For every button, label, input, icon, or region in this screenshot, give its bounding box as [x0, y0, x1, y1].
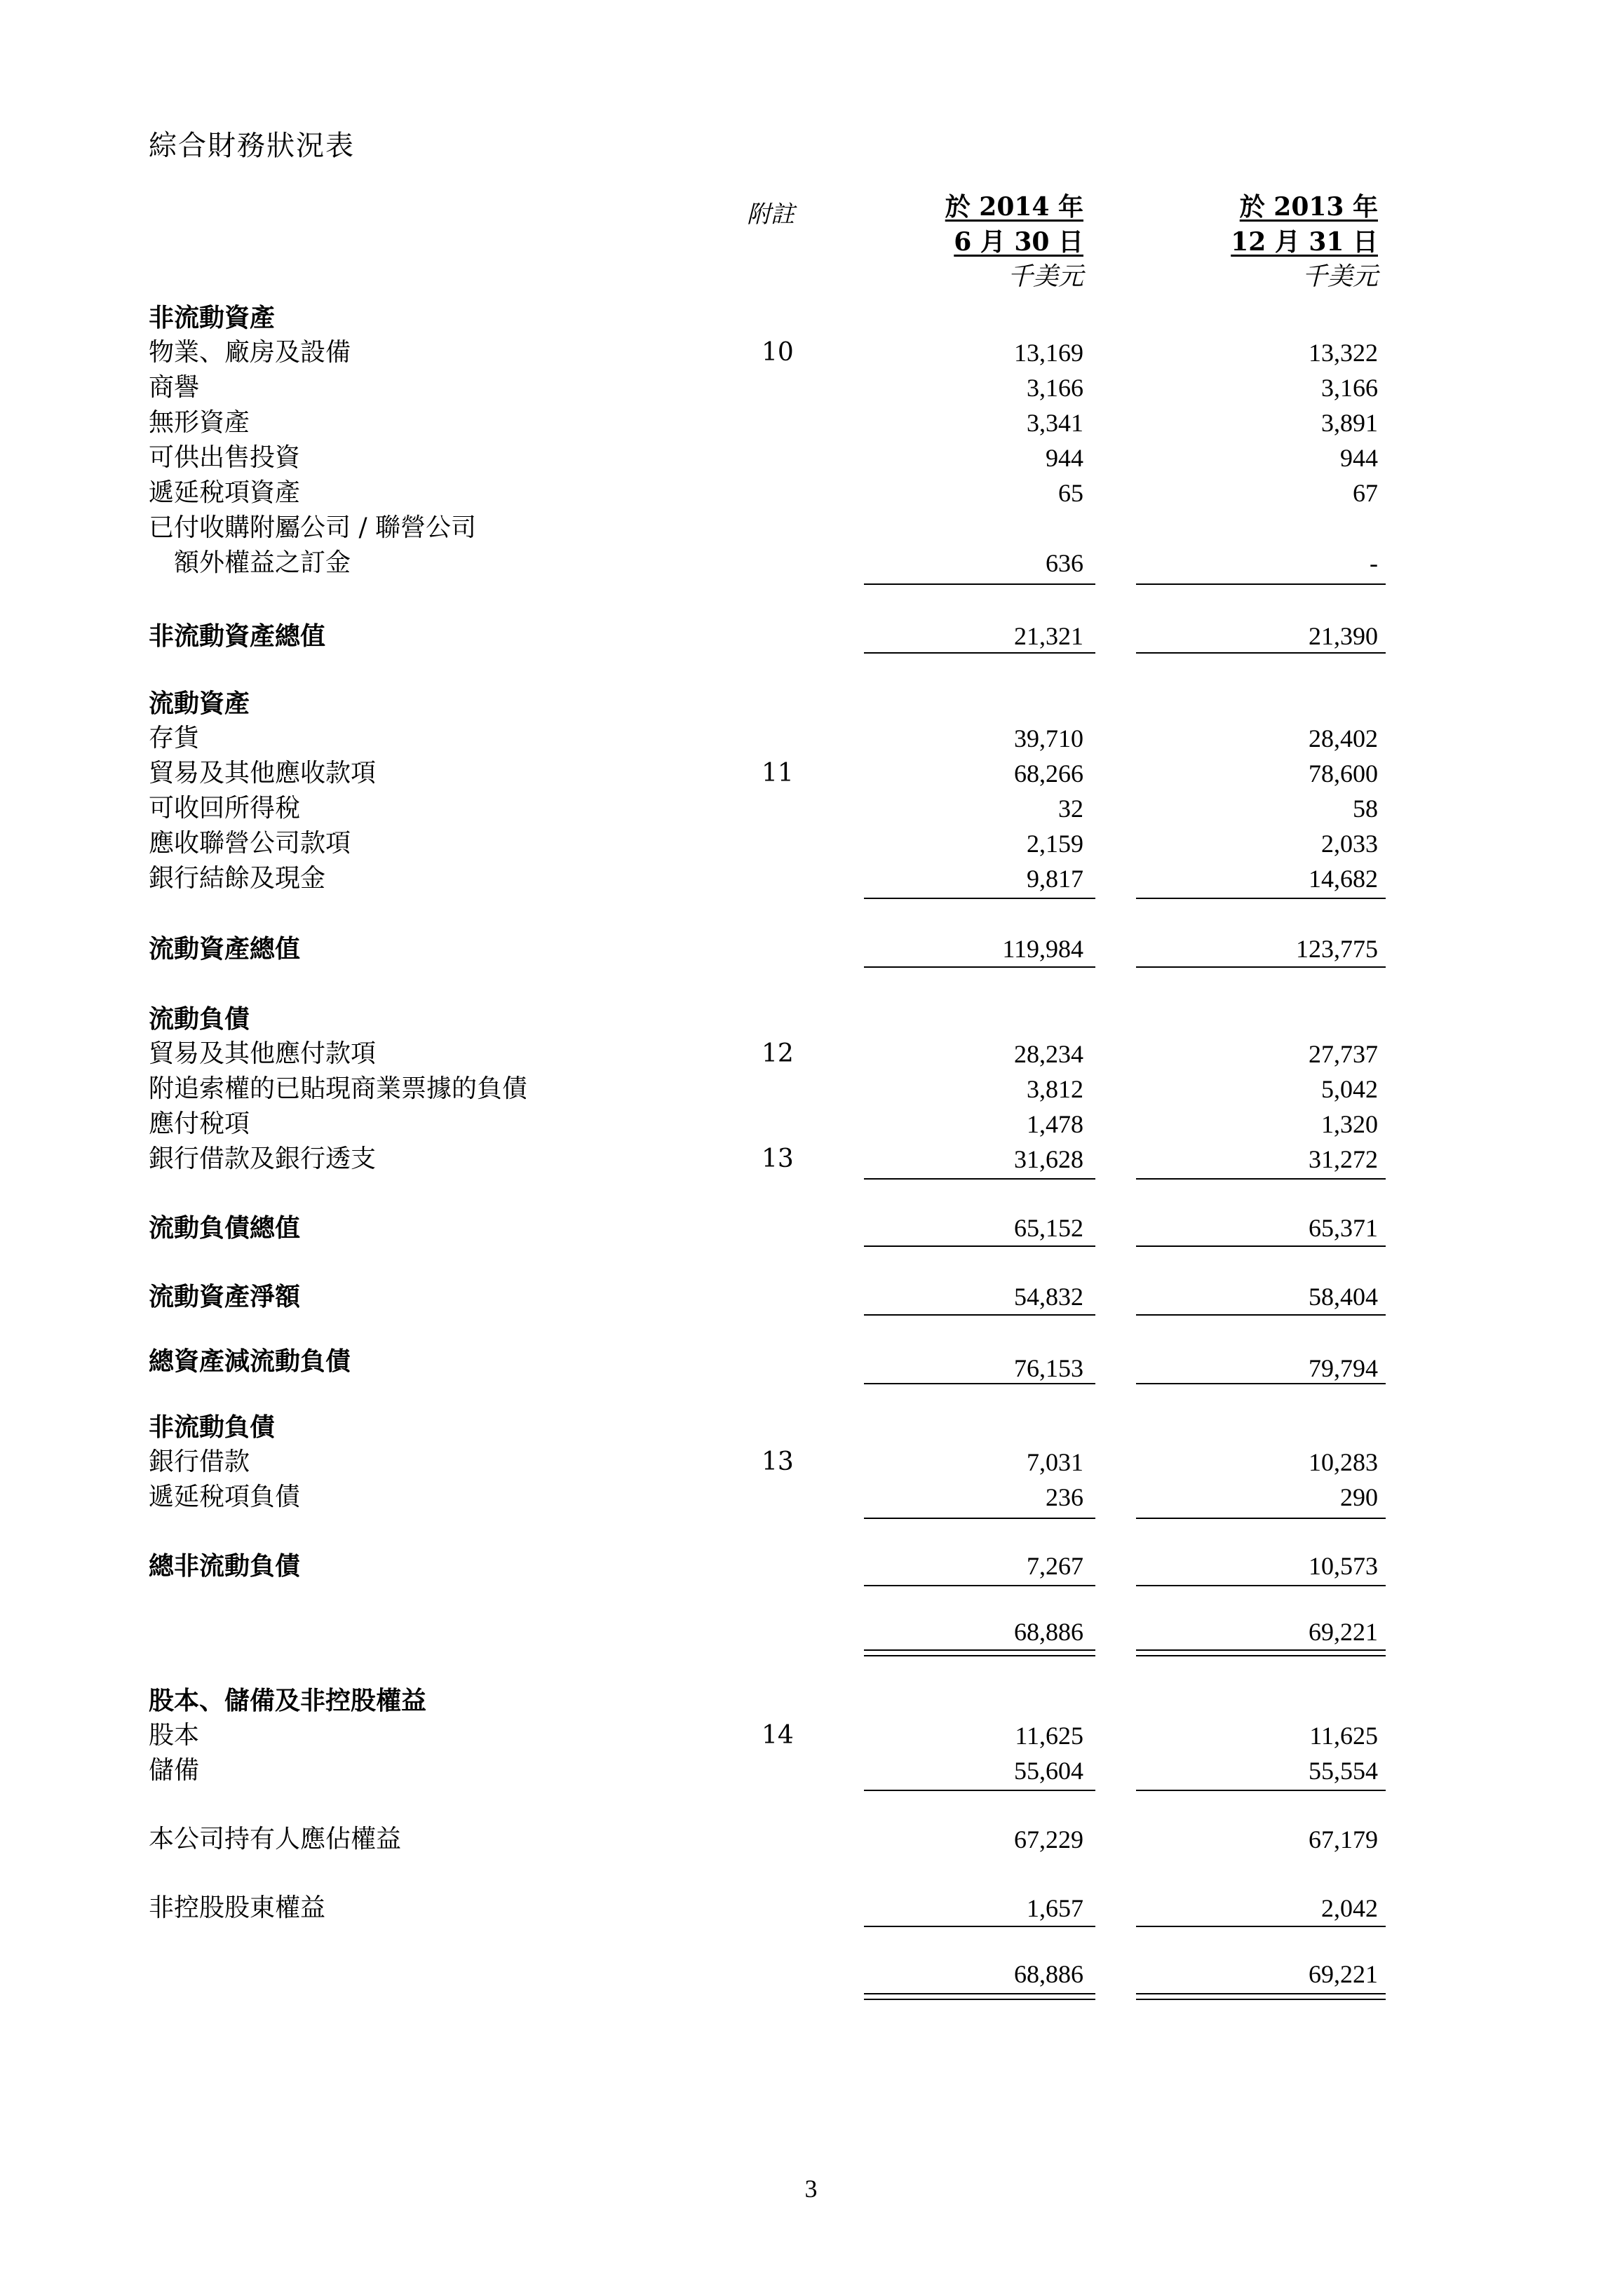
row-label: 流動負債總值 [149, 1213, 301, 1243]
row-label: 可收回所得稅 [149, 794, 301, 823]
subtotal-rule [1136, 1518, 1386, 1519]
col2-header-line2: 12 月 31 日 [1231, 227, 1378, 257]
table-row [0, 1036, 1622, 1072]
value-2014: 28,234 [1014, 1040, 1083, 1068]
total-row [0, 619, 1622, 654]
value-2013: 14,682 [1309, 865, 1378, 893]
value-2014: 76,153 [1014, 1354, 1083, 1382]
row-label: 流動資產淨額 [149, 1282, 301, 1311]
row-label: 流動資產 [149, 689, 250, 718]
table-row [0, 791, 1622, 826]
page-title: 綜合財務狀況表 [149, 130, 355, 162]
value-2014: 68,886 [1014, 1618, 1083, 1646]
value-2014: 21,321 [1014, 622, 1083, 650]
value-2013: 69,221 [1309, 1960, 1378, 1988]
subtotal-rule [864, 1926, 1095, 1927]
value-2013: 11,625 [1309, 1722, 1378, 1750]
row-label: 貿易及其他應付款項 [149, 1039, 377, 1068]
subtotal-rule [864, 1178, 1095, 1180]
row-label: 附追索權的已貼現商業票據的負債 [149, 1074, 528, 1103]
row-label: 非流動資產 [149, 303, 276, 332]
subtotal-rule [1136, 1790, 1386, 1791]
col1-unit: 千美元 [1007, 262, 1083, 291]
subtotal-rule [864, 1383, 1095, 1384]
value-2013: 10,573 [1309, 1552, 1378, 1580]
table-row [0, 370, 1622, 405]
row-note: 13 [762, 1447, 794, 1476]
table-row [0, 335, 1622, 370]
table-row [0, 1891, 1622, 1926]
double-rule [864, 1649, 1095, 1656]
row-label: 總資產減流動負債 [149, 1346, 351, 1376]
row-label: 總非流動負債 [149, 1551, 301, 1581]
table-row [0, 440, 1622, 475]
value-2013: 13,322 [1309, 339, 1378, 367]
section-heading-row [0, 300, 1622, 335]
row-note: 14 [762, 1721, 794, 1750]
value-2013: 78,600 [1309, 759, 1378, 788]
total-equity-row [0, 1957, 1622, 1992]
table-row [0, 546, 1622, 581]
value-2014: 636 [1046, 549, 1083, 577]
value-2014: 3,341 [1027, 409, 1083, 437]
value-2013: 290 [1340, 1483, 1378, 1511]
double-rule [1136, 1649, 1386, 1656]
value-2013: 31,272 [1309, 1145, 1378, 1173]
table-row [0, 721, 1622, 756]
subtotal-rule [864, 898, 1095, 899]
subtotal-rule [1136, 1926, 1386, 1927]
table-row [0, 475, 1622, 511]
subtotal-rule [864, 1314, 1095, 1316]
subtotal-rule [1136, 1383, 1386, 1384]
table-row [0, 756, 1622, 791]
row-label: 非流動負債 [149, 1412, 276, 1442]
value-2014: 67,229 [1014, 1825, 1083, 1853]
value-2014: 119,984 [1002, 935, 1083, 963]
row-label: 存貨 [149, 724, 200, 752]
total-row [0, 1210, 1622, 1245]
table-row [0, 826, 1622, 861]
value-2014: 944 [1046, 444, 1083, 472]
subtotal-rule [864, 1245, 1095, 1247]
value-2013: 67,179 [1309, 1825, 1378, 1853]
value-2014: 68,886 [1014, 1960, 1083, 1988]
value-2013: 2,033 [1321, 830, 1378, 858]
table-row [0, 1718, 1622, 1753]
table-row [0, 1142, 1622, 1177]
section-heading-row [0, 1001, 1622, 1036]
value-2013: 65,371 [1309, 1214, 1378, 1242]
subtotal-rule [1136, 1245, 1386, 1247]
row-label: 已付收購附屬公司 / 聯營公司 [149, 513, 477, 542]
value-2014: 7,267 [1027, 1552, 1083, 1580]
double-rule [1136, 1993, 1386, 2000]
row-label: 貿易及其他應收款項 [149, 759, 377, 788]
table-row [0, 511, 1622, 546]
row-label: 流動資產總值 [149, 934, 301, 964]
value-2013: 69,221 [1309, 1618, 1378, 1646]
table-row [0, 861, 1622, 896]
subtotal-rule [1136, 583, 1386, 585]
column-header-2014 [945, 189, 1083, 295]
value-2014: 39,710 [1014, 724, 1083, 752]
value-2013: 2,042 [1321, 1894, 1378, 1922]
value-2014: 11,625 [1015, 1722, 1083, 1750]
value-2014: 7,031 [1027, 1448, 1083, 1476]
value-2014: 68,266 [1014, 759, 1083, 788]
value-2013: - [1370, 549, 1378, 577]
value-2013: 67 [1353, 479, 1378, 507]
table-row [0, 1445, 1622, 1480]
value-2014: 3,166 [1027, 374, 1083, 402]
col2-header-line1: 於 2013 年 [1239, 192, 1378, 222]
subtotal-rule [1136, 1585, 1386, 1586]
double-rule [864, 1993, 1095, 2000]
value-2014: 65 [1058, 479, 1083, 507]
value-2013: 28,402 [1309, 724, 1378, 752]
row-label: 銀行借款及銀行透支 [149, 1144, 377, 1173]
value-2013: 27,737 [1309, 1040, 1378, 1068]
value-2013: 944 [1340, 444, 1378, 472]
value-2013: 5,042 [1321, 1075, 1378, 1103]
subtotal-rule [864, 583, 1095, 585]
table-row [0, 1107, 1622, 1142]
subtotal-rule [1136, 1178, 1386, 1180]
value-2014: 13,169 [1014, 339, 1083, 367]
row-label: 遞延稅項資產 [149, 478, 301, 507]
row-label: 本公司持有人應佔權益 [149, 1825, 402, 1853]
col1-header-line1: 於 2014 年 [945, 192, 1083, 222]
total-row [0, 931, 1622, 966]
row-label: 應收聯營公司款項 [149, 829, 351, 858]
total-row [0, 1548, 1622, 1583]
row-label: 商譽 [149, 373, 200, 402]
value-2013: 55,554 [1309, 1757, 1378, 1785]
value-2013: 3,891 [1321, 409, 1378, 437]
value-2013: 58 [1353, 795, 1378, 823]
row-label: 流動負債 [149, 1004, 250, 1034]
value-2014: 1,478 [1027, 1110, 1083, 1138]
net-assets-row [0, 1614, 1622, 1649]
column-header-2013 [1231, 189, 1378, 295]
subtotal-rule [864, 652, 1095, 654]
subtotal-rule [1136, 966, 1386, 968]
value-2014: 1,657 [1027, 1894, 1083, 1922]
row-note: 10 [762, 338, 794, 367]
col2-unit: 千美元 [1302, 262, 1378, 291]
row-note: 12 [762, 1039, 794, 1068]
row-note: 11 [762, 759, 794, 788]
section-heading-row [0, 1683, 1622, 1718]
value-2013: 123,775 [1296, 935, 1378, 963]
table-row [0, 405, 1622, 440]
row-note: 13 [762, 1144, 794, 1173]
section-heading-row [0, 1410, 1622, 1445]
value-2014: 65,152 [1014, 1214, 1083, 1242]
value-2013: 21,390 [1309, 622, 1378, 650]
subtotal-rule [1136, 898, 1386, 899]
page-number: 3 [804, 2175, 818, 2203]
value-2013: 3,166 [1321, 374, 1378, 402]
value-2013: 58,404 [1309, 1283, 1378, 1311]
row-label: 儲備 [149, 1756, 200, 1785]
row-label: 遞延稅項負債 [149, 1483, 301, 1511]
table-row [0, 1480, 1622, 1515]
row-label: 應付稅項 [149, 1109, 250, 1138]
subtotal-rule [864, 966, 1095, 968]
subtotal-rule [864, 1518, 1095, 1519]
row-label: 股本 [149, 1721, 200, 1750]
value-2014: 9,817 [1027, 865, 1083, 893]
value-2013: 10,283 [1309, 1448, 1378, 1476]
row-label: 無形資產 [149, 408, 250, 437]
value-2013: 79,794 [1309, 1354, 1378, 1382]
table-row [0, 1753, 1622, 1788]
total-row [0, 1344, 1622, 1382]
note-column-header: 附註 [747, 201, 795, 229]
row-label: 可供出售投資 [149, 443, 301, 472]
subtotal-rule [864, 1585, 1095, 1586]
value-2014: 32 [1058, 795, 1083, 823]
value-2014: 55,604 [1014, 1757, 1083, 1785]
value-2014: 31,628 [1014, 1145, 1083, 1173]
subtotal-rule [1136, 652, 1386, 654]
row-label: 銀行借款 [149, 1447, 250, 1476]
subtotal-rule [864, 1790, 1095, 1791]
value-2014: 3,812 [1027, 1075, 1083, 1103]
table-row [0, 1072, 1622, 1107]
value-2014: 54,832 [1014, 1283, 1083, 1311]
value-2013: 1,320 [1321, 1110, 1378, 1138]
col1-header-line2: 6 月 30 日 [954, 227, 1083, 257]
value-2014: 2,159 [1027, 830, 1083, 858]
row-label: 銀行結餘及現金 [149, 864, 326, 893]
total-row [0, 1279, 1622, 1314]
row-label: 物業、廠房及設備 [149, 338, 351, 367]
row-label: 股本、儲備及非控股權益 [149, 1686, 427, 1715]
section-heading-row [0, 686, 1622, 721]
row-label: 額外權益之訂金 [174, 548, 351, 577]
table-row [0, 1822, 1622, 1857]
row-label: 非流動資產總值 [149, 621, 326, 651]
value-2014: 236 [1046, 1483, 1083, 1511]
row-label: 非控股股東權益 [149, 1893, 326, 1922]
subtotal-rule [1136, 1314, 1386, 1316]
